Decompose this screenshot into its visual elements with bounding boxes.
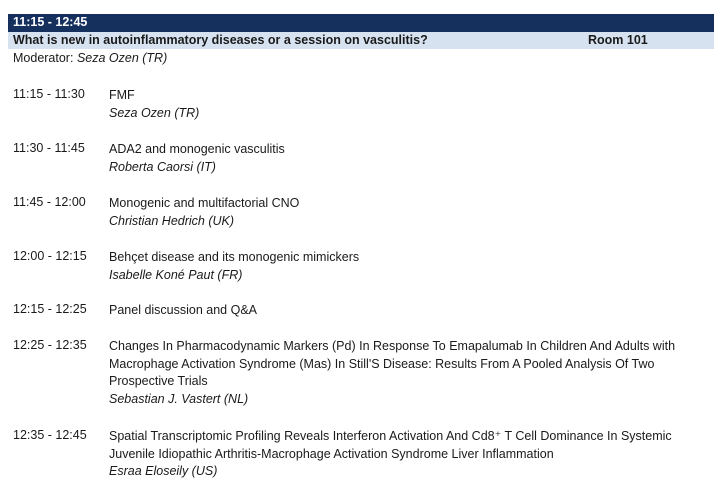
agenda-item-time: 12:25 - 12:35 [13, 338, 87, 352]
moderator-label: Moderator: [13, 51, 74, 65]
session-time-header [8, 14, 714, 32]
session-title-bar [8, 32, 714, 49]
agenda-item-speaker: Roberta Caorsi (IT) [109, 159, 216, 174]
agenda-item-time: 11:15 - 11:30 [13, 87, 85, 101]
agenda-item-time: 12:35 - 12:45 [13, 428, 87, 442]
agenda-item-title: Monogenic and multifactorial CNO [109, 196, 300, 210]
agenda-item-title: ADA2 and monogenic vasculitis [109, 142, 285, 156]
agenda-item-speaker: Seza Ozen (TR) [109, 105, 200, 120]
session-room: Room 101 [588, 33, 648, 47]
agenda-item-speaker: Sebastian J. Vastert (NL) [109, 391, 249, 406]
agenda-item-title: Panel discussion and Q&A [109, 303, 258, 317]
agenda-item-title: Spatial Transcriptomic Profiling Reveals Interferon Activation And Cd8⁺ T Cell Dominance In Systemic Juvenile Idiopathic Arthritis-Macrophage Activation Syndrome Liver Inflammation [109, 429, 672, 461]
session-time-slot: 11:15 - 12:45 [13, 15, 88, 29]
agenda-item-time: 12:15 - 12:25 [13, 302, 87, 316]
agenda-item-speaker: Christian Hedrich (UK) [109, 213, 235, 228]
moderator-line [13, 51, 167, 65]
agenda-item-title: Changes In Pharmacodynamic Markers (Pd) In Response To Emapalumab In Children And Adults with Macrophage Activation Syndrome (Mas) In Still'S Disease: Results From A Pooled Analysis Of Two Prospective Trials [109, 339, 676, 388]
agenda-item-speaker: Esraa Eloseily (US) [109, 464, 218, 478]
agenda-item-title: Behçet disease and its monogenic mimickers [109, 250, 360, 264]
moderator-name: Seza Ozen (TR) [76, 51, 168, 65]
session-title: What is new in autoinflammatory diseases or a session on vasculitis? [13, 33, 428, 47]
agenda-item-speaker: Isabelle Koné Paut (FR) [109, 267, 243, 282]
agenda-item-time: 11:30 - 11:45 [13, 141, 85, 155]
agenda-item-time: 12:00 - 12:15 [13, 249, 87, 263]
agenda-item-time: 11:45 - 12:00 [13, 195, 86, 209]
agenda-item-title: FMF [109, 88, 135, 102]
